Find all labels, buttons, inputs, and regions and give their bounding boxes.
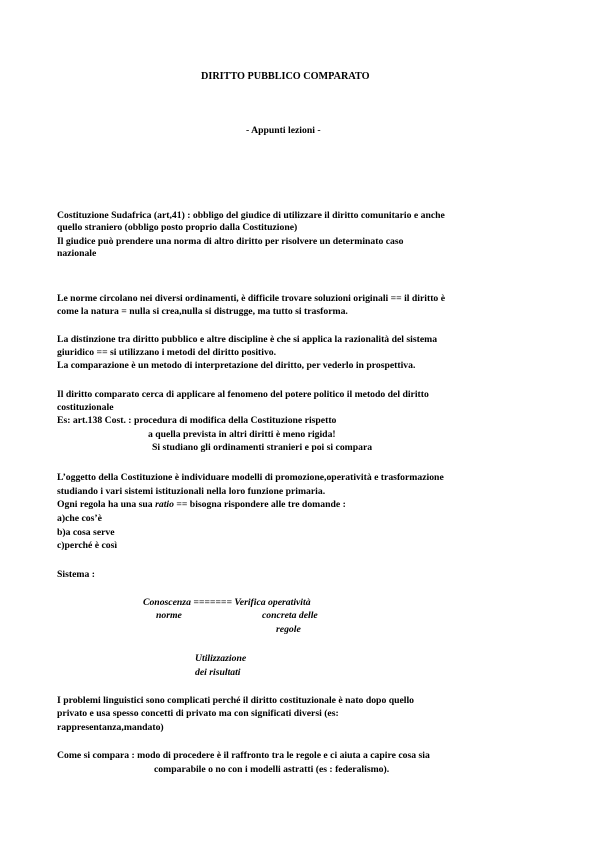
paragraph-line: giuridico == si utilizzano i metodi del diritto positivo. xyxy=(57,347,277,358)
paragraph-line: a quella prevista in altri diritti è meno rigida! xyxy=(148,429,336,440)
paragraph-line: comparabile o no con i modelli astratti (es : federalismo). xyxy=(154,764,390,775)
line-text: Ogni regola ha una sua xyxy=(57,499,156,510)
paragraph-line: Come si compara : modo di procedere è il raffronto tra le regole e ci aiuta a capire cosa sia xyxy=(57,750,430,761)
diagram-line: Conoscenza ======= Verifica operatività xyxy=(143,597,311,608)
diagram-label: norme xyxy=(156,610,182,621)
diagram-label: regole xyxy=(276,624,301,635)
paragraph-line: La comparazione è un metodo di interpretazione del diritto, per vederlo in prospettiva. xyxy=(57,360,416,371)
paragraph-line: quello straniero (obbligo posto proprio dalla Costituzione) xyxy=(57,222,298,233)
list-item: b)a cosa serve xyxy=(57,527,115,538)
paragraph-line: come la natura = nulla si crea,nulla si distrugge, ma tutto si trasforma. xyxy=(57,306,348,317)
paragraph-line: Il diritto comparato cerca di applicare al fenomeno del potere politico il metodo del diritto xyxy=(57,389,429,400)
paragraph-line: Le norme circolano nei diversi ordinamenti, è difficile trovare soluzioni originali == il diritto è xyxy=(57,293,446,304)
paragraph-line xyxy=(57,499,346,511)
sistema-label: Sistema : xyxy=(57,569,95,580)
diagram-label: concreta delle xyxy=(262,610,318,621)
paragraph-line: L’oggetto della Costituzione è individuare modelli di promozione,operatività e trasformazione xyxy=(57,472,444,483)
list-item: c)perché è così xyxy=(57,540,118,551)
paragraph-line: La distinzione tra diritto pubblico e altre discipline è che si applica la razionalità del sistema xyxy=(57,334,438,345)
paragraph-line: Si studiano gli ordinamenti stranieri e poi si compara xyxy=(152,442,373,453)
diagram-label: dei risultati xyxy=(195,667,241,678)
ratio-italic: ratio xyxy=(155,499,174,510)
page-title: DIRITTO PUBBLICO COMPARATO xyxy=(201,71,370,82)
line-text: == bisogna rispondere alle tre domande : xyxy=(173,499,346,510)
diagram-label: Utilizzazione xyxy=(195,653,247,664)
paragraph-line: Costituzione Sudafrica (art,41) : obbligo del giudice di utilizzare il diritto comunitario e anche xyxy=(57,210,445,221)
page-subtitle: - Appunti lezioni - xyxy=(246,125,321,136)
paragraph-line: Es: art.138 Cost. : procedura di modifica della Costituzione rispetto xyxy=(57,415,337,426)
paragraph-line: privato e usa spesso concetti di privato ma con significati diversi (es: xyxy=(57,708,339,719)
paragraph-line: rappresentanza,mandato) xyxy=(57,722,164,733)
list-item: a)che cos’è xyxy=(57,513,102,524)
paragraph-line: costituzionale xyxy=(57,402,114,413)
paragraph-line: nazionale xyxy=(57,248,97,259)
paragraph-line: studiando i vari sistemi istituzionali nella loro funzione primaria. xyxy=(57,486,326,497)
paragraph-line: I problemi linguistici sono complicati perché il diritto costituzionale è nato dopo quello xyxy=(57,695,415,706)
paragraph-line: Il giudice può prendere una norma di altro diritto per risolvere un determinato caso xyxy=(57,236,404,247)
